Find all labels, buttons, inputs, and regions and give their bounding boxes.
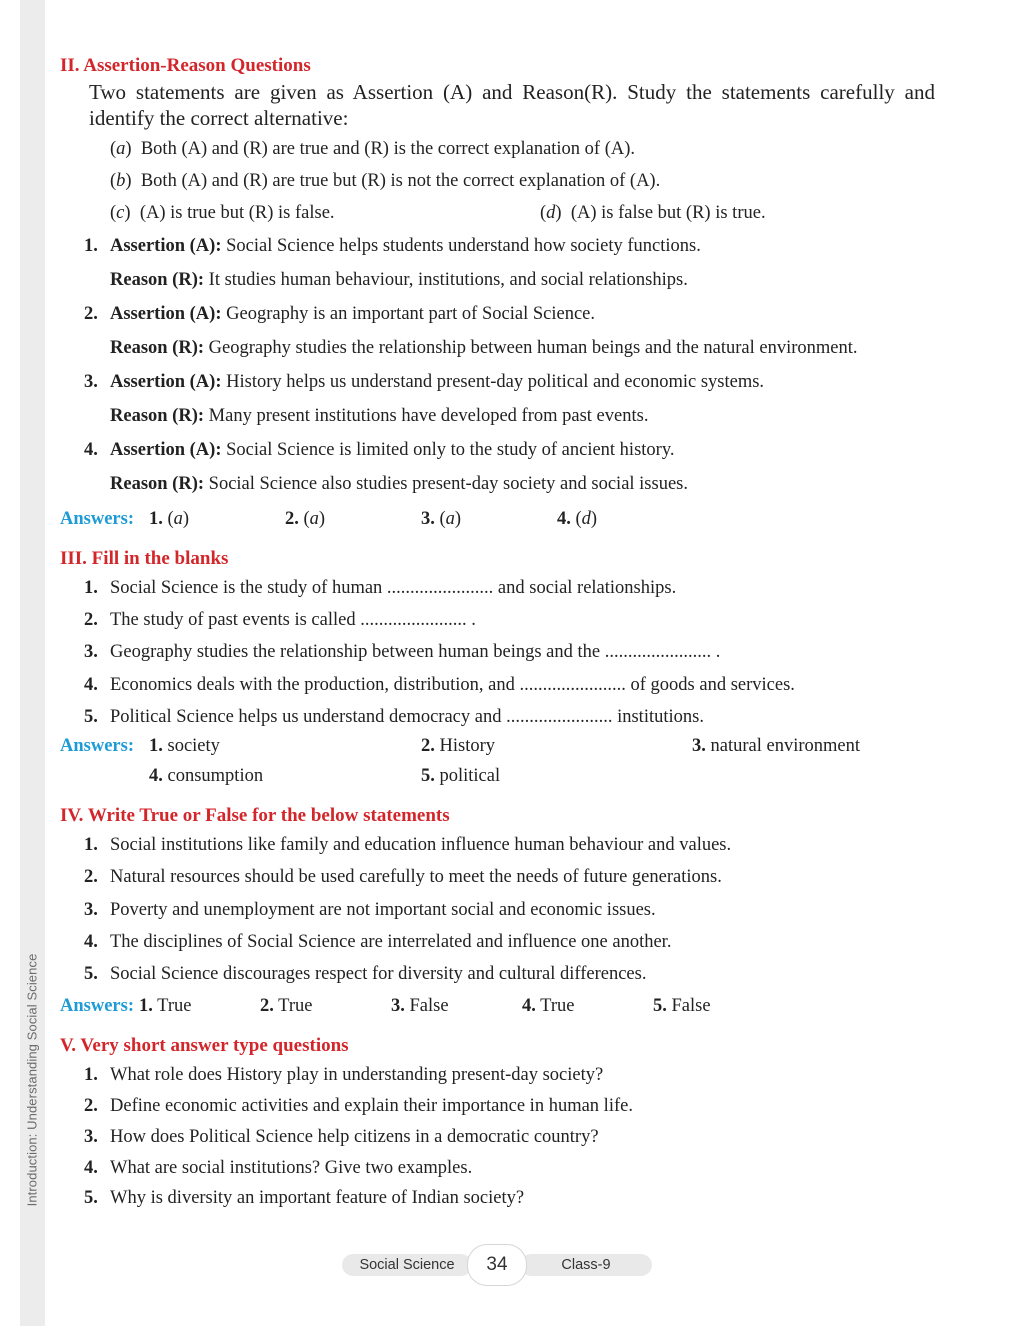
true-false-item [84,835,731,856]
reason-label: Reason (R): [110,270,205,290]
answers-label: Answers: [60,996,134,1016]
answer-item [139,996,191,1017]
answer-item: 4. (d) [557,509,598,529]
answer-value: True [540,996,575,1016]
item-number: 5. [84,707,98,727]
reason-text: Many present institutions have developed from past events. [208,406,649,426]
assertion-label: Assertion (A): [110,236,222,256]
answers-label: Answers: [60,736,134,756]
item-text: Why is diversity an important feature of Indian society? [110,1188,525,1208]
item-number: 4. [84,932,98,952]
answer-item: 3. (a) [421,509,462,529]
item-number: 1. [84,236,98,256]
reason-item [110,474,688,495]
answer-item [522,996,574,1017]
item-text: The study of past events is called ....................... . [110,610,476,630]
item-number: 3. [84,642,98,662]
reason-item [110,270,688,291]
answer-number: 5. [421,766,435,786]
option-b-letter: b [116,171,126,191]
assertion-text: History helps us understand present-day political and economic systems. [226,372,765,392]
fill-blank-item [84,578,676,599]
assertion-text: Social Science is limited only to the study of ancient history. [226,440,675,460]
footer-class: Class-9 [520,1254,652,1276]
answer-value: a [445,509,455,529]
true-false-item [84,932,671,953]
item-number: 3. [84,900,98,920]
answer-value: a [173,509,183,529]
answer-value: False [671,996,711,1016]
true-false-item [84,867,722,888]
section-title-fill-blanks: III. Fill in the blanks [60,548,229,569]
answer-item [692,736,860,757]
section-title-true-false: IV. Write True or False for the below statements [60,805,450,826]
reason-text: Social Science also studies present-day society and social issues. [208,474,688,494]
answer-number: 1. [149,509,163,529]
option-c: (c) (A) is true but (R) is false. [110,203,335,223]
footer-subject: Social Science [342,1254,472,1276]
option-c-letter: c [116,203,125,223]
assertion-item [84,236,701,257]
answer-number: 2. [260,996,274,1016]
item-number: 2. [84,867,98,887]
assertion-label: Assertion (A): [110,440,222,460]
answer-item [421,736,495,757]
answer-value: d [581,509,591,529]
answer-value: a [309,509,319,529]
option-d: (d) (A) is false but (R) is true. [540,203,766,223]
reason-label: Reason (R): [110,338,205,358]
item-number: 5. [84,1188,98,1208]
reason-item [110,338,858,359]
answer-item [260,996,312,1017]
option-d-text: (A) is false but (R) is true. [570,203,766,223]
item-text: Political Science helps us understand democracy and ....................... institutions. [110,707,704,727]
item-text: What are social institutions? Give two examples. [110,1158,473,1178]
item-text: Geography studies the relationship between human beings and the ....................... . [110,642,721,662]
answer-value: True [157,996,192,1016]
page-number: 34 [467,1244,527,1286]
item-text: Social institutions like family and education influence human behaviour and values. [110,835,732,855]
option-a-text: Both (A) and (R) are true and (R) is the correct explanation of (A). [140,139,636,159]
option-a: (a) Both (A) and (R) are true and (R) is the correct explanation of (A). [110,139,636,159]
item-number: 4. [84,440,98,460]
answer-number: 3. [391,996,405,1016]
answer-item [391,996,449,1017]
item-number: 1. [84,578,98,598]
fill-blank-item [84,675,795,696]
option-c-text: (A) is true but (R) is false. [139,203,335,223]
answer-number: 5. [653,996,667,1016]
item-number: 4. [84,1158,98,1178]
item-text: Poverty and unemployment are not important social and economic issues. [110,900,656,920]
answer-number: 4. [557,509,571,529]
section-title-short-answer: V. Very short answer type questions [60,1035,349,1056]
assertion-text: Geography is an important part of Social Science. [226,304,595,324]
answer-number: 2. [285,509,299,529]
question-item [84,1158,472,1179]
side-chapter-label: Introduction: Understanding Social Science [24,953,40,1207]
answer-number: 4. [149,766,163,786]
item-text: How does Political Science help citizens in a democratic country? [110,1127,599,1147]
item-number: 2. [84,304,98,324]
answer-item [653,996,711,1017]
answer-item [421,766,500,787]
fill-blank-item [84,642,720,663]
answer-number: 4. [522,996,536,1016]
item-number: 2. [84,1096,98,1116]
item-text: Social Science is the study of human ....................... and social relationships. [110,578,677,598]
answer-number: 3. [421,509,435,529]
intro-line-2: identify the correct alternative: [89,106,349,130]
assertion-label: Assertion (A): [110,372,222,392]
question-item [84,1065,603,1086]
answer-value: political [439,766,501,786]
item-text: What role does History play in understanding present-day society? [110,1065,604,1085]
assertion-text: Social Science helps students understand how society functions. [226,236,701,256]
item-number: 5. [84,964,98,984]
assertion-label: Assertion (A): [110,304,222,324]
answer-item: 2. (a) [285,509,326,529]
option-d-letter: d [546,203,556,223]
item-number: 3. [84,1127,98,1147]
reason-text: Geography studies the relationship between human beings and the natural environment. [208,338,858,358]
item-number: 1. [84,1065,98,1085]
true-false-item [84,964,646,985]
assertion-item [84,372,764,393]
item-text: Natural resources should be used carefully to meet the needs of future generations. [110,867,722,887]
item-text: Social Science discourages respect for diversity and cultural differences. [110,964,647,984]
question-item [84,1188,524,1209]
section-title-assertion-reason: II. Assertion-Reason Questions [60,55,311,76]
question-item [84,1127,599,1148]
answer-value: society [167,736,220,756]
item-number: 1. [84,835,98,855]
reason-label: Reason (R): [110,406,205,426]
answer-value: False [409,996,449,1016]
fill-blank-item [84,707,704,728]
item-number: 2. [84,610,98,630]
answer-number: 1. [149,736,163,756]
answer-value: natural environment [710,736,860,756]
question-item [84,1096,633,1117]
reason-text: It studies human behaviour, institutions, and social relationships. [208,270,688,290]
assertion-item [84,304,595,325]
item-number: 3. [84,372,98,392]
item-text: Economics deals with the production, distribution, and ....................... of goods and services. [110,675,795,695]
answer-value: History [439,736,495,756]
item-text: Define economic activities and explain their importance in human life. [110,1096,633,1116]
fill-blank-item [84,610,476,631]
item-number: 4. [84,675,98,695]
answers-label: Answers: [60,509,134,529]
option-b-text: Both (A) and (R) are true but (R) is not the correct explanation of (A). [140,171,661,191]
reason-item [110,406,648,427]
item-text: The disciplines of Social Science are interrelated and influence one another. [110,932,672,952]
reason-label: Reason (R): [110,474,205,494]
true-false-item [84,900,656,921]
answer-item [149,736,220,757]
option-b: (b) Both (A) and (R) are true but (R) is not the correct explanation of (A). [110,171,661,191]
option-a-letter: a [116,139,126,159]
answer-item: 1. (a) [149,509,190,529]
answer-value: consumption [167,766,264,786]
answer-value: True [278,996,313,1016]
answer-item [149,766,263,787]
answer-number: 3. [692,736,706,756]
intro-line-1: Two statements are given as Assertion (A) and Reason(R). Study the statements carefully and [89,80,935,104]
answer-number: 1. [139,996,153,1016]
answer-number: 2. [421,736,435,756]
assertion-item [84,440,675,461]
